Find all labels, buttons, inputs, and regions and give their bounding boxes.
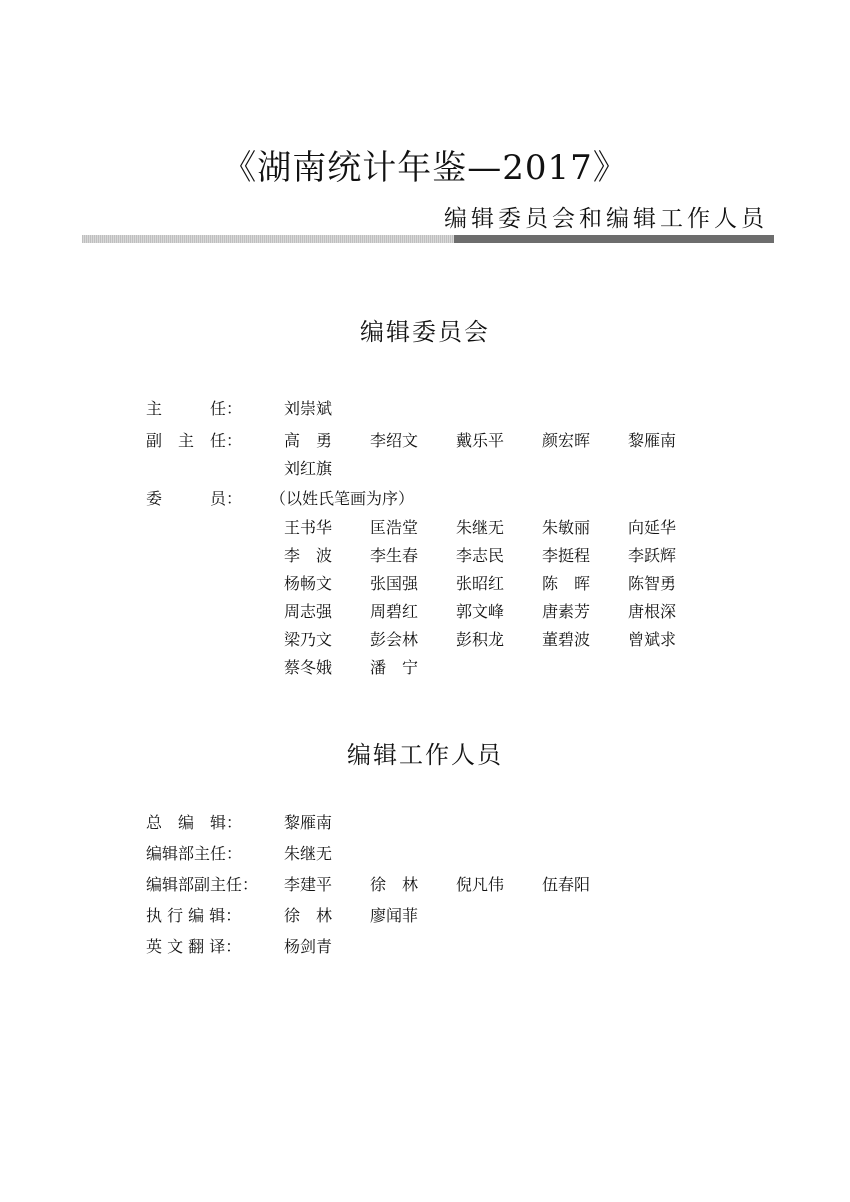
committee-title: 编辑委员会 xyxy=(360,318,490,346)
members-names xyxy=(284,627,714,653)
person-name: 唐素芳 xyxy=(542,602,591,621)
person-name: 曾斌求 xyxy=(628,630,677,649)
person-name: 彭会林 xyxy=(370,630,419,649)
person-name: 刘崇斌 xyxy=(284,399,333,418)
director-names xyxy=(284,396,370,422)
person-name: 李挺程 xyxy=(542,546,591,565)
person-name: 杨畅文 xyxy=(284,574,333,593)
page-subtitle: 编辑委员会和编辑工作人员 xyxy=(444,206,768,232)
exec-role: 执 行 编 辑： xyxy=(146,906,242,925)
director-role: 主 任： xyxy=(146,399,243,418)
person-name: 高 勇 xyxy=(284,431,333,450)
person-name: 李建平 xyxy=(284,875,333,894)
person-name: 廖闻菲 xyxy=(370,906,419,925)
person-name: 徐 林 xyxy=(284,906,333,925)
dept-head-names xyxy=(284,841,370,867)
person-name: 张国强 xyxy=(370,574,419,593)
person-name: 朱继无 xyxy=(456,518,505,537)
header-rule-light xyxy=(82,235,454,243)
members-names xyxy=(284,515,714,541)
person-name: 倪凡伟 xyxy=(456,875,505,894)
person-name: 潘 宁 xyxy=(370,658,419,677)
page-title: 《湖南统计年鉴—2017》 xyxy=(222,148,628,188)
person-name: 刘红旗 xyxy=(284,459,333,478)
person-name: 徐 林 xyxy=(370,875,419,894)
person-name: 李跃辉 xyxy=(628,546,677,565)
staff-title: 编辑工作人员 xyxy=(347,741,503,769)
person-name: 李 波 xyxy=(284,546,333,565)
translator-role: 英 文 翻 译： xyxy=(146,937,242,956)
dept-deputy-names xyxy=(284,872,628,898)
person-name: 郭文峰 xyxy=(456,602,505,621)
person-name: 戴乐平 xyxy=(456,431,505,450)
members-role: 委 员： xyxy=(146,489,243,508)
person-name: 王书华 xyxy=(284,518,333,537)
deputy-role: 副 主 任： xyxy=(146,431,243,450)
deputy-names xyxy=(284,428,714,454)
person-name: 唐根深 xyxy=(628,602,677,621)
person-name: 向延华 xyxy=(628,518,677,537)
person-name: 梁乃文 xyxy=(284,630,333,649)
chief-names xyxy=(284,810,370,836)
members-note: （以姓氏笔画为序） xyxy=(270,489,415,508)
members-names xyxy=(284,571,714,597)
dept-head-role: 编辑部主任： xyxy=(146,844,243,863)
person-name: 朱敏丽 xyxy=(542,518,591,537)
person-name: 李生春 xyxy=(370,546,419,565)
person-name: 彭积龙 xyxy=(456,630,505,649)
deputy-names-2 xyxy=(284,456,370,482)
person-name: 陈 晖 xyxy=(542,574,591,593)
members-names xyxy=(284,655,456,681)
header-rule-dark xyxy=(454,235,774,243)
person-name: 黎雁南 xyxy=(284,813,333,832)
members-names xyxy=(284,543,714,569)
person-name: 蔡冬娥 xyxy=(284,658,333,677)
person-name: 董碧波 xyxy=(542,630,591,649)
person-name: 陈智勇 xyxy=(628,574,677,593)
person-name: 杨剑青 xyxy=(284,937,333,956)
chief-role: 总 编 辑： xyxy=(146,813,243,832)
person-name: 李绍文 xyxy=(370,431,419,450)
header-rule xyxy=(82,235,774,243)
dept-deputy-role: 编辑部副主任： xyxy=(146,875,259,894)
person-name: 颜宏晖 xyxy=(542,431,591,450)
exec-names xyxy=(284,903,456,929)
person-name: 李志民 xyxy=(456,546,505,565)
person-name: 黎雁南 xyxy=(628,431,677,450)
translator-names xyxy=(284,934,370,960)
person-name: 匡浩堂 xyxy=(370,518,419,537)
person-name: 周志强 xyxy=(284,602,333,621)
person-name: 伍春阳 xyxy=(542,875,591,894)
members-names xyxy=(284,599,714,625)
person-name: 朱继无 xyxy=(284,844,333,863)
person-name: 周碧红 xyxy=(370,602,419,621)
person-name: 张昭红 xyxy=(456,574,505,593)
